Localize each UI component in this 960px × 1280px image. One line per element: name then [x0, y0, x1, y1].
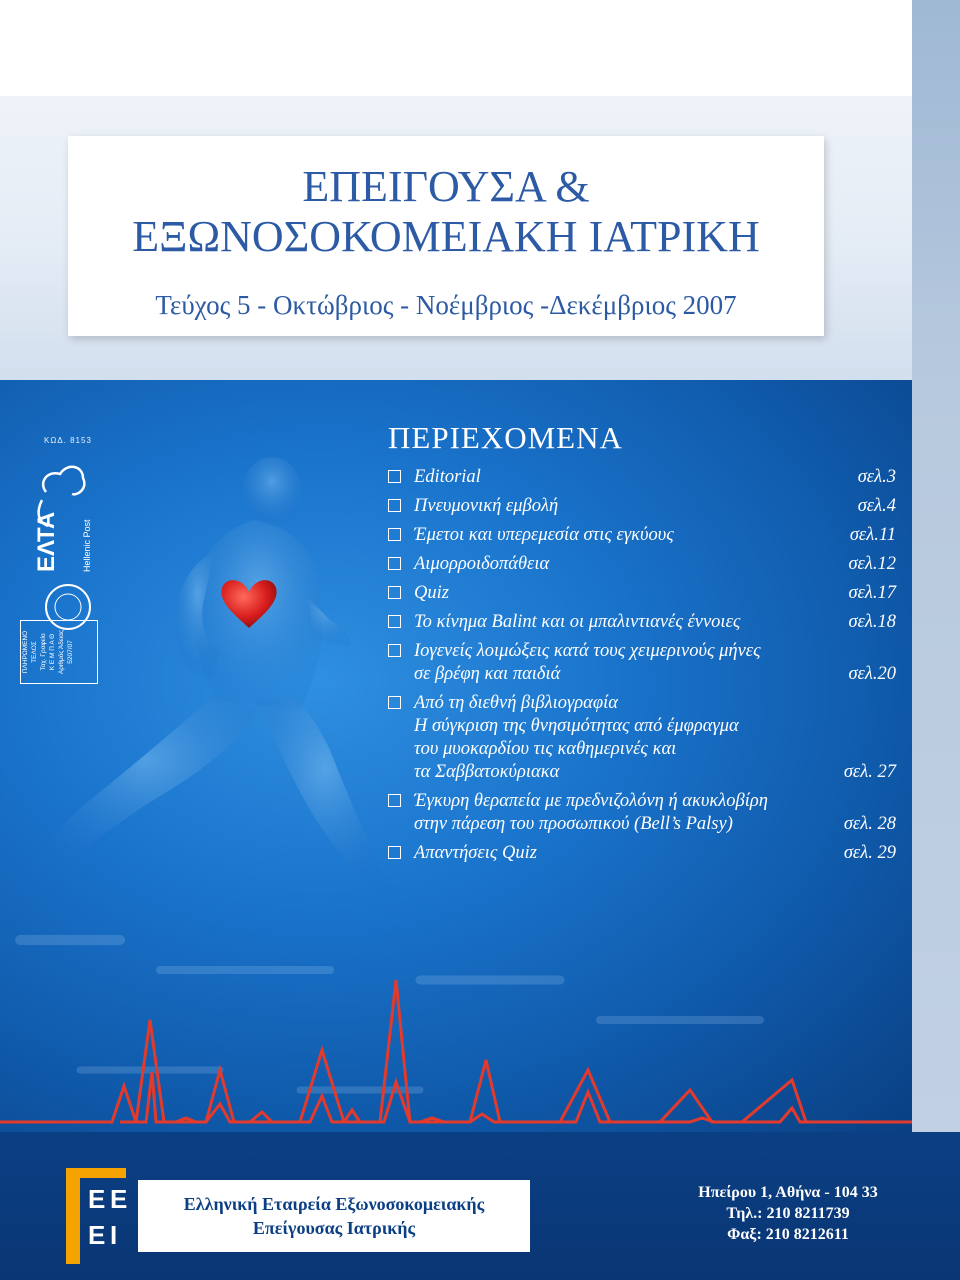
contents-item-page: σελ. 28: [843, 814, 896, 834]
stamp-inner-ring: [55, 594, 81, 620]
logo-letter: Ε: [88, 1220, 106, 1250]
contents-item-page: σελ.20: [848, 664, 896, 684]
top-white-strip: [0, 0, 912, 96]
logo-top-bar: [66, 1168, 126, 1178]
contents-item-row: [414, 582, 908, 605]
phone: Τηλ.: 210 8211739: [726, 1205, 850, 1222]
paid-line: Ταχ. Γραφείο: [40, 633, 47, 671]
contents-item-text: Έγκυρη θεραπεία με πρεδνιζολόνη ή ακυκλοβίρη: [414, 791, 768, 811]
table-of-contents: [388, 420, 908, 871]
contents-item: [388, 692, 908, 784]
contents-item-text: Πνευμονική εμβολή: [414, 496, 559, 516]
contents-item-page: σελ.12: [848, 554, 896, 574]
journal-title-line-2: ΕΞΩΝΟΣΟΚΟΜΕΙΑΚΗ ΙΑΤΡΙΚΗ: [132, 212, 760, 261]
contents-item-row: [414, 663, 908, 686]
contents-item-text: Απαντήσεις Quiz: [414, 843, 537, 863]
contents-item: [388, 553, 908, 576]
paid-line: ΠΛΗΡΩΜΕΝΟ: [22, 630, 29, 674]
contents-item: [388, 790, 908, 836]
fax: Φαξ: 210 8212611: [727, 1226, 849, 1243]
paid-line: Κ Ε Μ Π Α Θ: [49, 633, 56, 671]
contents-item-row: [414, 495, 908, 518]
contents-item-text: Από τη διεθνή βιβλιογραφία: [414, 693, 618, 713]
contents-item-text: Το κίνημα Balint και οι μπαλιντιανές έννοιες: [414, 612, 741, 632]
contents-item: [388, 495, 908, 518]
contents-item-text: τα Σαββατοκύριακα: [414, 762, 560, 782]
title-box: [68, 136, 824, 336]
right-side-bar: [912, 0, 960, 1280]
contents-item-row: [414, 611, 908, 634]
logo-letter: Ι: [110, 1220, 118, 1250]
contents-item-text: Έμετοι και υπερεμεσία στις εγκύους: [414, 525, 674, 545]
contents-item-row: [414, 524, 908, 547]
checkbox-square-icon: [388, 499, 401, 512]
contact-info: [668, 1182, 908, 1245]
contents-item: [388, 466, 908, 489]
logo-bar: [66, 1168, 80, 1264]
paid-line: ΤΕΛΟΣ: [31, 641, 38, 663]
checkbox-square-icon: [388, 846, 401, 859]
organization-name-box: [138, 1180, 530, 1252]
contents-item-row: [414, 813, 908, 836]
contents-item-row: [414, 842, 908, 865]
contents-item-row: [414, 466, 908, 489]
contents-item-page: σελ.17: [848, 583, 896, 603]
checkbox-square-icon: [388, 557, 401, 570]
contents-item-row: [414, 692, 908, 715]
contents-item-text: του μυοκαρδίου τις καθημερινές και: [414, 739, 677, 759]
postal-code-label: ΚΩΔ. 8153: [44, 436, 92, 445]
checkbox-square-icon: [388, 528, 401, 541]
contents-item-row: [414, 761, 908, 784]
footer: [0, 1132, 960, 1280]
contents-item-page: σελ.3: [857, 467, 896, 487]
contents-item-text: Αιμορροιδοπάθεια: [414, 554, 550, 574]
issue-subtitle: Τεύχος 5 - Οκτώβριος - Νοέμβριος -Δεκέμβριος 2007: [155, 290, 737, 320]
contents-item-row: [414, 790, 908, 813]
contents-item-text: στην πάρεση του προσωπικού (Bell’s Palsy): [414, 814, 733, 834]
contents-item-page: σελ. 27: [843, 762, 896, 782]
contents-item: [388, 640, 908, 686]
checkbox-square-icon: [388, 644, 401, 657]
contents-list: [388, 466, 908, 865]
contents-item-page: σελ.11: [849, 525, 896, 545]
postage-paid-text: [21, 621, 97, 683]
contents-item-text: Editorial: [414, 467, 481, 487]
checkbox-square-icon: [388, 794, 401, 807]
contents-item-row: [414, 640, 908, 663]
contents-item-text: σε βρέφη και παιδιά: [414, 664, 561, 684]
checkbox-square-icon: [388, 615, 401, 628]
hellenic-post-text: Hellenic Post: [82, 519, 92, 572]
contents-item-page: σελ.18: [848, 612, 896, 632]
contents-item-text: Η σύγκριση της θνησιμότητας από έμφραγμα: [414, 716, 739, 736]
paid-line: 5207/07: [67, 640, 74, 664]
contents-item-row: [414, 715, 908, 738]
contents-item-row: [414, 738, 908, 761]
elta-postal-logo: [28, 452, 108, 632]
organization-name-line-1: Ελληνική Εταιρεία Εξωνοσοκομειακής: [183, 1194, 485, 1214]
contents-item: [388, 524, 908, 547]
elta-text: ΕΛΤΑ: [33, 511, 60, 572]
journal-title-line-1: ΕΠΕΙΓΟΥΣΑ &: [302, 162, 590, 211]
background-streaks: [20, 940, 760, 1090]
organization-name-line-2: Επείγουσας Ιατρικής: [252, 1218, 416, 1238]
logo-letter: Ε: [110, 1184, 128, 1214]
contents-item-row: [414, 553, 908, 576]
contents-item-text: Ιογενείς λοιμώξεις κατά τους χειμερινούς μήνες: [414, 641, 761, 661]
address: Ηπείρου 1, Αθήνα - 104 33: [698, 1184, 878, 1201]
contents-title: ΠΕΡΙΕΧΟΜΕΝΑ: [388, 420, 623, 455]
contents-item-text: Quiz: [414, 583, 449, 603]
checkbox-square-icon: [388, 586, 401, 599]
contents-item-page: σελ. 29: [843, 843, 896, 863]
contents-item: [388, 582, 908, 605]
checkbox-square-icon: [388, 696, 401, 709]
postage-paid-box: [20, 620, 98, 684]
checkbox-square-icon: [388, 470, 401, 483]
logo-letter: Ε: [88, 1184, 106, 1214]
contents-item-page: σελ.4: [857, 496, 896, 516]
paid-line: Αριθμός Άδειας: [58, 629, 65, 675]
cover-blue-panel: [0, 380, 912, 1132]
society-logo: [66, 1168, 132, 1264]
contents-item: [388, 842, 908, 865]
ecg-spikes: [120, 980, 860, 1122]
contents-item: [388, 611, 908, 634]
